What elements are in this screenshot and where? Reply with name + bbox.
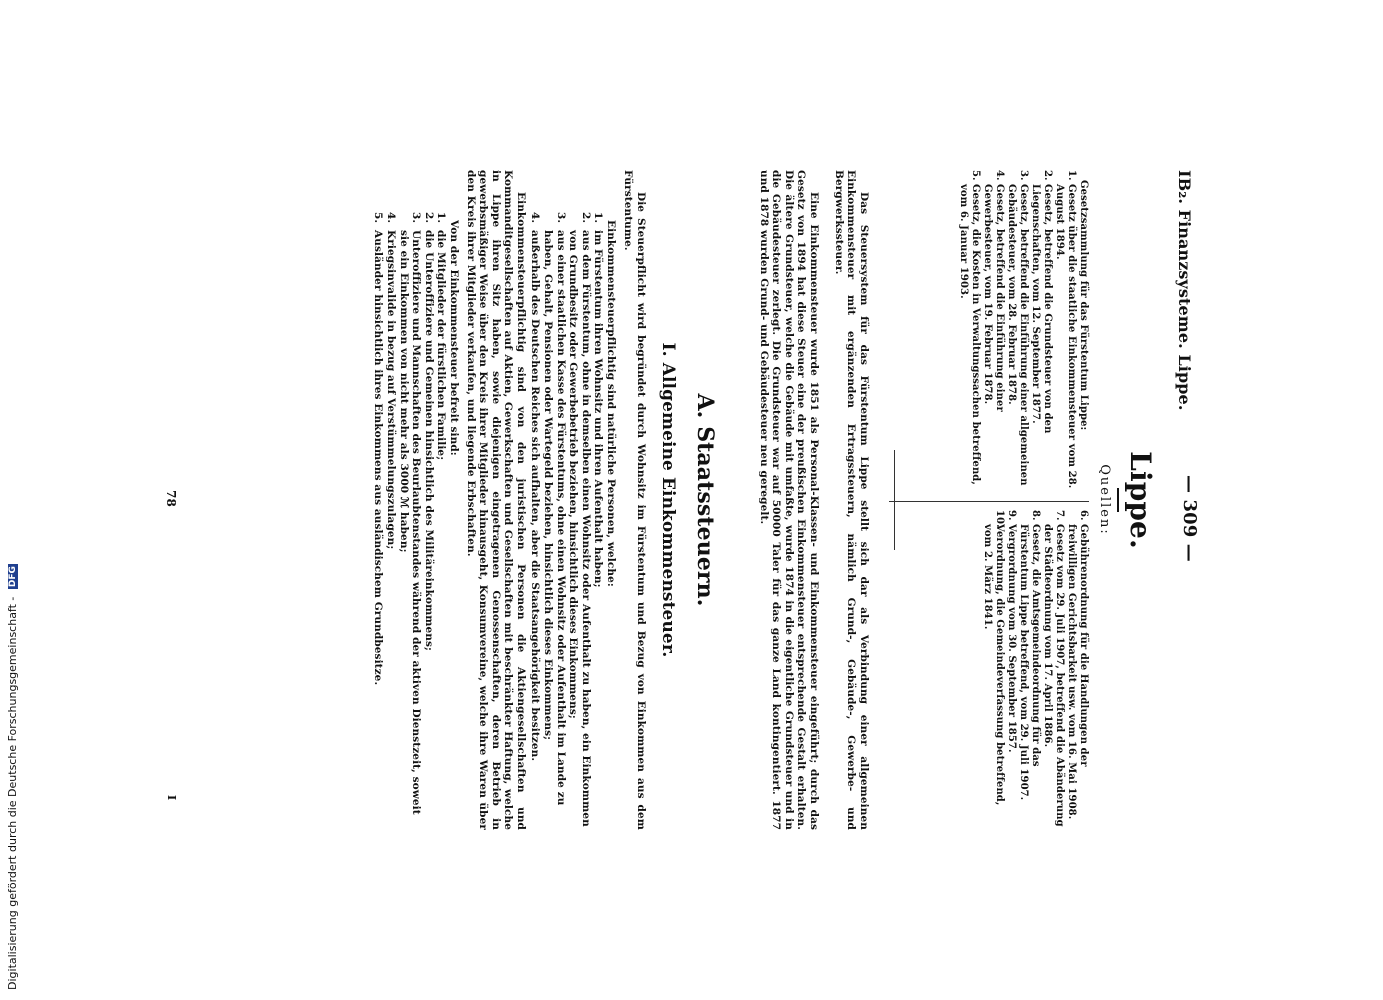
list-item: 3. Unteroffiziere und Mannschaften des Beurlaubtenstandes während der aktiven Dienstzeit, soweit sie ein Einkommen von nicht mehr als 3000 ℳ haben; (397, 212, 423, 815)
digitization-credit (6, 564, 19, 990)
source-item: 7. Gesetz vom 29. Juli 1907, betreffend die Abänderung der Städteordnung vom 17. April 1886. (1042, 510, 1065, 827)
source-item: 2. Gesetz, betreffend die Grundsteuer von den Liegenschaften, vom 12. September 1877. (1030, 170, 1053, 434)
source-item: 5. Gesetz, die Kosten in Verwaltungssachen betreffend, vom 6. Januar 1903. (958, 170, 981, 485)
list-item: 2. die Unteroffiziere und Gemeinen hinsichtlich des Militäreinkommens; (422, 212, 435, 652)
list-item: 4. Kriegsinvalide in bezug auf Verstümmelungszulagen; (385, 212, 398, 550)
tax-liability-paragraph: Die Steuerpflicht wird begründet durch Wohnsitz im Fürstentum und Bezug von Einkommen aus dem Fürstentume. (622, 170, 647, 830)
page-number: 78 (164, 490, 178, 507)
scanned-page (145, 170, 1200, 830)
running-header-page: — 309 — (1179, 475, 1200, 562)
running-header-left: IB₂. Finanzsysteme. Lippe. (1175, 170, 1194, 411)
exemptions-list (372, 170, 460, 830)
page-title: Lippe. (1124, 451, 1157, 549)
source-item: 8. Gesetz, die Amtsgemeindeordnung für das Fürstentum Lippe betreffend, vom 29. Juli 1907. (1018, 510, 1041, 801)
digitization-text: Digitalisierung gefördert durch die Deutsche Forschungsgemeinschaft - (6, 596, 19, 990)
source-item: 3. Gesetz, betreffend die Einführung einer allgemeinen Gebäudesteuer, vom 28. Februar 1878. (1006, 170, 1029, 486)
list-item: 2. aus dem Fürstentum, ohne in demselben einen Wohnsitz oder Aufenthalt zu haben, ein Einkommen von Grundbesitz oder Gewerbebetrieb beziehen, hinsichtlich dieses Einkommens; (567, 212, 592, 827)
list-lead: Einkommensteuerpflichtig sind natürliche Personen, welche: (605, 220, 617, 587)
source-item: 4. Gesetz, betreffend die Einführung einer Gewerbesteuer, vom 19. Februar 1878. (982, 170, 1005, 412)
title-rule (1117, 488, 1119, 512)
section-heading-1: I. Allgemeine Einkommensteuer. (658, 342, 678, 658)
list-item: 3. aus einer staatlichen Kasse des Fürstentums, ohne einen Wohnsitz oder Aufenthalt im Lande zu haben, Gehalt, Pensionen oder Wartegeld beziehen, hinsichtlich dieses Einkommens; (542, 212, 567, 806)
signature-mark: I (165, 795, 178, 801)
list-item: 1. im Fürstentum ihren Wohnsitz und ihren Aufenthalt haben; (592, 212, 605, 588)
intro-paragraph-1: Das Steuersystem für das Fürstentum Lippe stellt sich dar als Verbindung einer allgemeinen Einkommensteuer mit ergänzenden Ertragssteuern, nämlich Grund-, Gebäude-, Gewerbe- und Bergwerkssteuer. (832, 170, 870, 830)
juristic-persons-paragraph: Einkommensteuerpflichtig sind von den juristischen Personen die Aktiengesellschaften und Kommanditgesellschaften auf Aktien, Gewerkschaften und Gesellschaften mit beschränkter Haftung, welche in Lippe ihren Sitz haben, sowie diejenigen eingetragenen Genossenschaften, deren Betrieb in gewerbsmäßiger Weise über den Kreis ihrer Mitglieder hinausgeht, Konsumvereine, welche ihre Waren über den Kreis ihrer Mitglieder verkaufen, und liegende Erbschaften. (464, 170, 527, 830)
column-separator (889, 501, 1089, 502)
source-item: 6. Gebührenordnung für die Handlungen der freiwilligen Gerichtsbarkeit usw. vom 16. Mai 1908. (1066, 510, 1089, 820)
sources-intro: Gesetzsammlung für das Fürstentum Lippe: (1078, 180, 1089, 431)
list-item: 5. Ausländer hinsichtlich ihres Einkommens aus ausländischem Grundbesitze. (372, 212, 385, 686)
dfg-logo: DFG (8, 566, 18, 588)
section-heading-a: A. Staatssteuern. (692, 393, 718, 607)
list-lead: Von der Einkommensteuer befreit sind: (448, 220, 460, 456)
sources-left-column (957, 170, 1089, 495)
intro-paragraph-2: Eine Einkommensteuer wurde 1851 als Personal-Klassen- und Einkommensteuer eingeführt; durch das Gesetz von 1894 hat diese Steuer eine der preußischen Einkommensteuer entsprechende Gestalt erhalten. Die ältere Grundsteuer, welche die Gebäude mit umfaßte, wurde 1874 in die eigentliche Grundsteuer und in die Gebäudesteuer zerlegt. Die Grundsteuer war auf 50000 Taler für das ganze Land kontingentiert. 1877 und 1878 wurden Grund- und Gebäudesteuer neu geregelt. (757, 170, 820, 830)
sources-right-column (981, 510, 1089, 830)
liable-persons-list (529, 170, 617, 830)
list-item: 4. außerhalb des Deutschen Reiches sich aufhalten, aber die Staatsangehörigkeit besitzen. (529, 212, 542, 762)
section-rule (894, 450, 895, 550)
source-item: 9. Vergrordnung vom 30. September 1857. (1006, 510, 1017, 753)
source-item: 10. Verordnung, die Gemeindeverfassung betreffend, vom 2. März 1841. (982, 510, 1005, 806)
list-item: 1. die Mitglieder der fürstlichen Familie; (435, 212, 448, 461)
source-item: 1. Gesetz über die staatliche Einkommensteuer vom 28. August 1894. (1054, 170, 1077, 489)
sources-heading: Quellen: (1097, 464, 1112, 536)
page-content (145, 170, 1200, 830)
